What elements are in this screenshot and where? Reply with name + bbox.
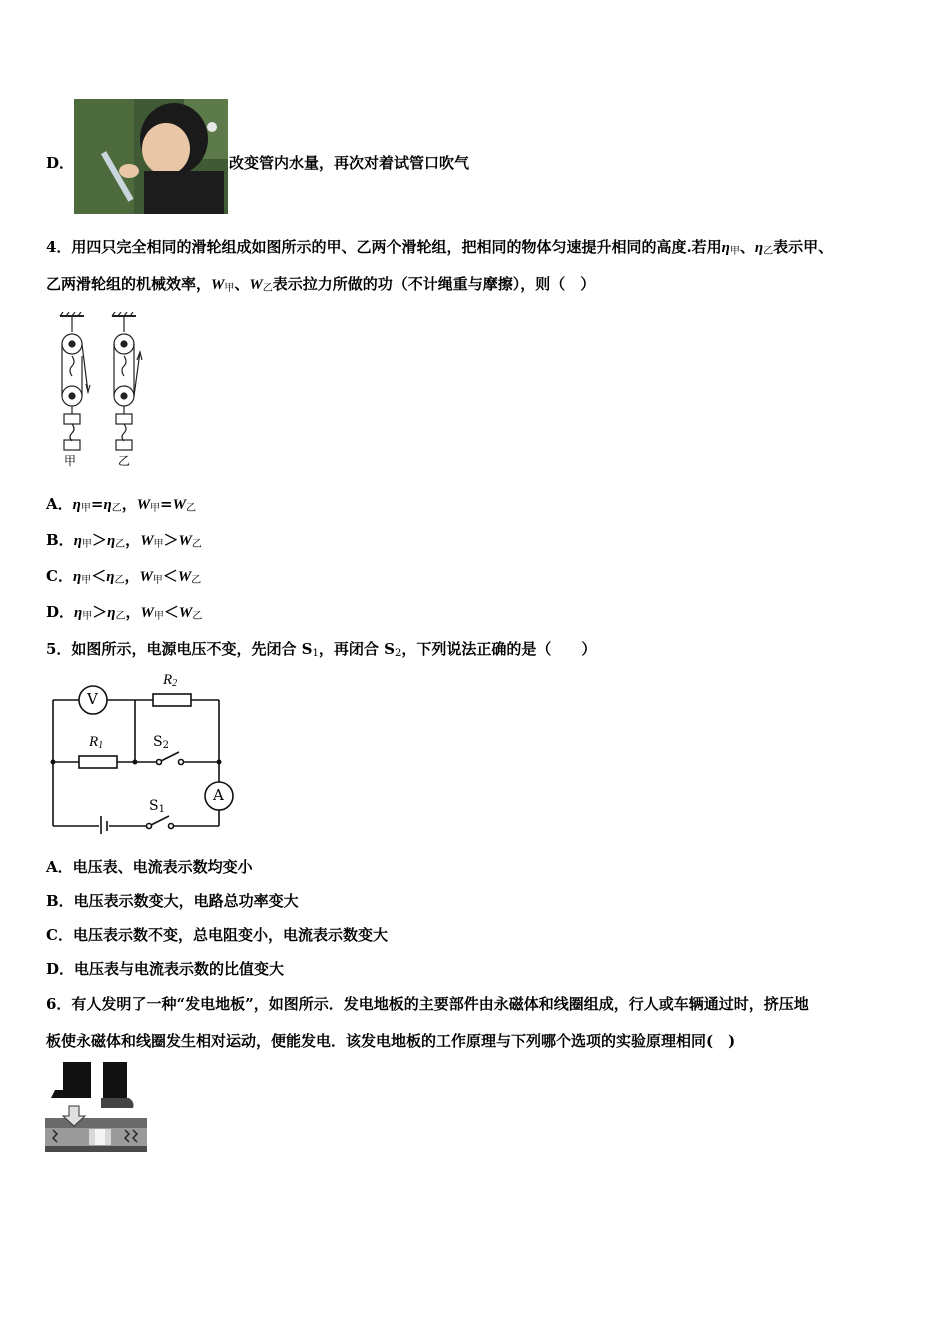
- r1-label: $R_1$: [89, 734, 104, 751]
- s2-label: $S_2$: [153, 734, 169, 751]
- q4-option-d: D．$\eta_甲>\eta_乙$，$W_甲<W_乙$: [46, 603, 203, 622]
- pulley-systems-figure: [48, 312, 158, 472]
- q4-stem-line1: 4．用四只完全相同的滑轮组成如图所示的甲、乙两个滑轮组，把相同的物体匀速提升相同的高度.若用$\eta_甲$、$\eta_乙$表示甲、: [46, 238, 834, 257]
- ammeter-symbol: A: [213, 786, 224, 804]
- q5-stem: 5．如图所示，电源电压不变，先闭合 $S_1$，再闭合 $S_2$，下列说法正确的是（ ）: [46, 640, 597, 659]
- q5-option-d: D．电压表与电流表示数的比值变大: [46, 960, 285, 978]
- girl-blowing-test-tube-photo: [74, 99, 228, 214]
- s1-label: $S_1$: [149, 798, 165, 815]
- q5-option-b: B．电压表示数变大，电路总功率变大: [46, 892, 299, 910]
- q4-option-c: C．$\eta_甲<\eta_乙$，$W_甲<W_乙$: [46, 567, 202, 586]
- figure-label-yi: 乙: [118, 454, 131, 468]
- q4-option-a: A．$\eta_甲=\eta_乙$，$W_甲=W_乙$: [46, 495, 196, 514]
- figure-label-jia: 甲: [64, 454, 77, 468]
- q5-option-a: A．电压表、电流表示数均变小: [46, 858, 253, 876]
- q5-option-c: C．电压表示数不变，总电阻变小，电流表示数变大: [46, 926, 388, 944]
- q6-stem-line2: 板使永磁体和线圈发生相对运动，便能发电．该发电地板的工作原理与下列哪个选项的实验原理相同( ): [46, 1032, 736, 1050]
- q3-option-d-letter: D．: [46, 154, 75, 172]
- power-floor-figure: [45, 1062, 147, 1152]
- circuit-diagram: [45, 672, 245, 834]
- q6-stem-line1: 6．有人发明了一种“发电地板”，如图所示．发电地板的主要部件由永磁体和线圈组成，行人或车辆通过时，挤压地: [46, 995, 809, 1013]
- r2-label: $R_2$: [163, 672, 178, 689]
- q4-option-b: B．$\eta_甲>\eta_乙$，$W_甲>W_乙$: [46, 531, 202, 550]
- voltmeter-symbol: V: [87, 690, 98, 708]
- q4-stem-line2: 乙两滑轮组的机械效率，$W_甲$、$W_乙$表示拉力所做的功（不计绳重与摩擦），则（ ）: [46, 275, 596, 294]
- q3-option-d-text: 改变管内水量，再次对着试管口吹气: [229, 154, 470, 172]
